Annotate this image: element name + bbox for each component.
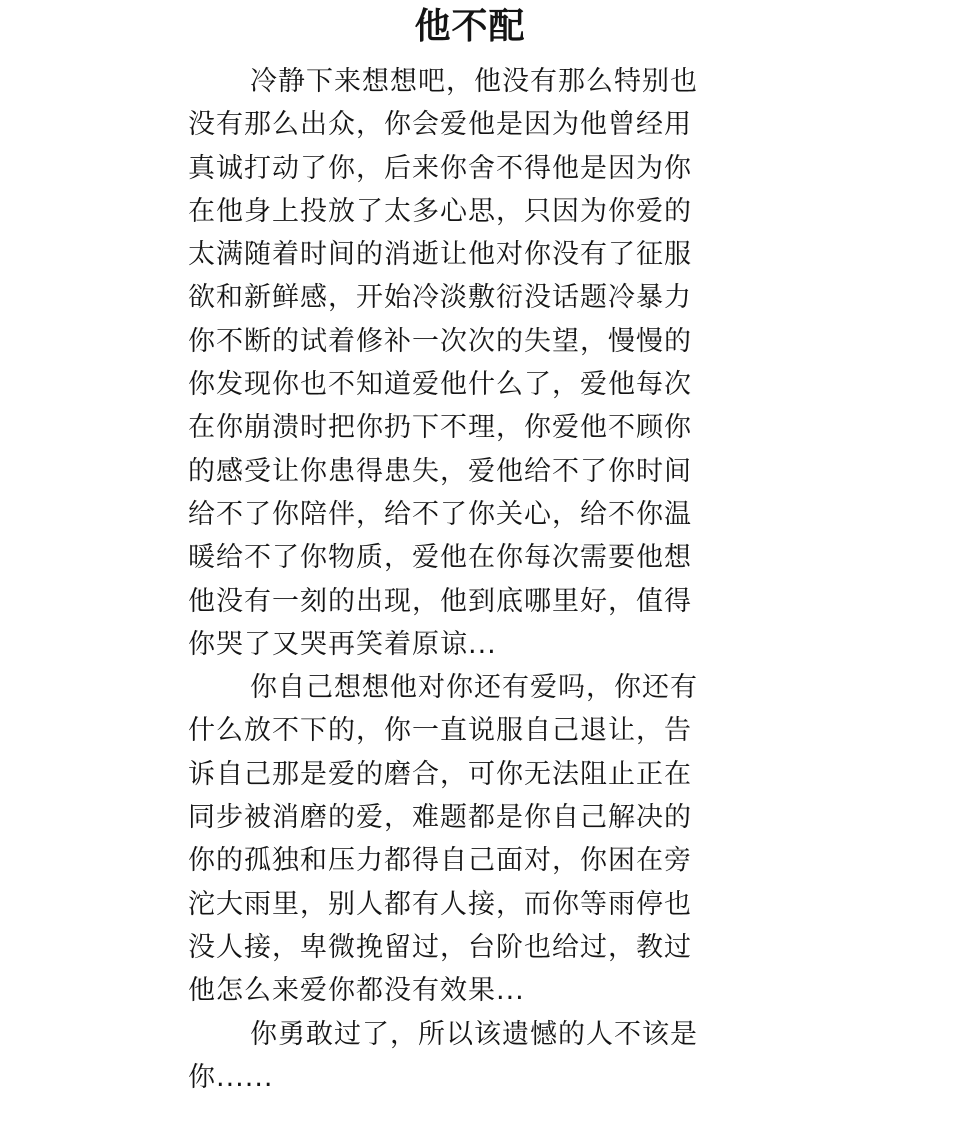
text-line: 没人接，卑微挽留过，台阶也给过，教过 [188, 931, 692, 963]
text-line: 给不了你陪伴，给不了你关心，给不你温 [188, 498, 692, 530]
text-line: 他没有一刻的出现，他到底哪里好，值得 [188, 585, 692, 617]
paragraph-3 [188, 1013, 758, 1100]
text-line: 你自己想想他对你还有爱吗，你还有 [250, 672, 698, 704]
text-line: 冷静下来想想吧，他没有那么特别也 [250, 66, 698, 97]
text-line: 你不断的试着修补一次次的失望，慢慢的 [188, 325, 692, 357]
text-line: 同步被消磨的爱，难题都是你自己解决的 [188, 802, 692, 834]
text-line: 在他身上投放了太多心思，只因为你爱的 [188, 195, 692, 227]
paragraph-1 [188, 60, 758, 666]
text-line: 他怎么来爱你都没有效果... [188, 975, 525, 1007]
text-line: 你哭了又哭再笑着原谅... [188, 628, 497, 660]
text-line: 什么放不下的，你一直说服自己退让，告 [188, 715, 692, 747]
text-line: 真诚打动了你，后来你舍不得他是因为你 [188, 152, 692, 184]
text-line: 诉自己那是爱的磨合，可你无法阻止正在 [188, 758, 692, 790]
text-line: 在你崩溃时把你扔下不理，你爱他不顾你 [188, 412, 692, 444]
text-line: 太满随着时间的消逝让他对你没有了征服 [188, 239, 692, 271]
document-title: 他不配 [414, 6, 526, 47]
text-line: 你勇敢过了，所以该遗憾的人不该是 [250, 1018, 698, 1050]
text-line: 欲和新鲜感，开始冷淡敷衍没话题冷暴力 [188, 282, 692, 314]
text-line: 你发现你也不知道爱他什么了，爱他每次 [188, 369, 692, 401]
document-body [188, 60, 758, 1099]
paragraph-2 [188, 666, 758, 1012]
text-line: 你...... [188, 1061, 274, 1093]
text-line: 沱大雨里，别人都有人接，而你等雨停也 [188, 888, 692, 920]
text-line: 的感受让你患得患失，爱他给不了你时间 [188, 455, 692, 487]
text-line: 暖给不了你物质，爱他在你每次需要他想 [188, 542, 692, 574]
text-line: 你的孤独和压力都得自己面对，你困在旁 [188, 845, 692, 877]
text-line: 没有那么出众，你会爱他是因为他曾经用 [188, 109, 692, 141]
